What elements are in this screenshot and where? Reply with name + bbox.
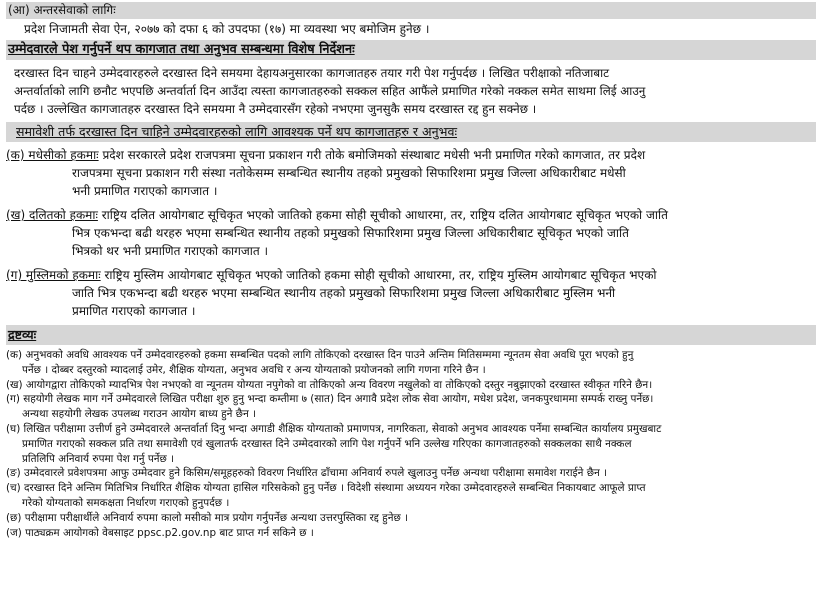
paragraph-line: दरखास्त दिन चाहने उम्मेदवारहरुले दरखास्त दिने समयमा देहायअनुसारका कागजातहरु तयार गरी पेश गर्नुपर्दछ । लिखित परीक्षाको नतिजाबाट xyxy=(14,66,610,80)
item-label: (ग) मुस्लिमको हकमाः xyxy=(6,268,101,282)
special-instructions-title: उम्मेदवारले पेश गर्नुपर्ने थप कागजात तथा अनुभव सम्बन्धमा विशेष निर्देशनः xyxy=(8,42,355,57)
note-line: (क) अनुभवको अवधि आवश्यक पर्ने उम्मेदवारहरुको हकमा सम्बन्धित पदको लागि तोकिएको दरखास्त दिन पाउने अन्तिम मितिसम्ममा न्यूनतम सेवा अवधि पूरा भएको हुनु xyxy=(6,349,634,361)
note-line: पर्नेछ । दोब्बर दस्तुरको म्यादलाई उमेर, शैक्षिक योग्यता, अनुभव अवधि र अन्य योग्यताको प्रयोजनको लागि गणना गरिने छैन । xyxy=(22,363,486,376)
inclusive-title: समावेशी तर्फ दरखास्त दिन चाहिने उम्मेदवारहरुको लागि आवश्यक पर्ने थप कागजातहरु र अनुभवः xyxy=(16,124,458,139)
note-line: (छ) परीक्षामा परीक्षार्थीले अनिवार्य रुपमा कालो मसीको मात्र प्रयोग गर्नुपर्नेछ अन्यथा उत्तरपुस्तिका रद्द हुनेछ । xyxy=(6,511,408,524)
inclusive-heading xyxy=(6,122,816,142)
note-line: प्रमाणित गराएको सक्कल प्रति तथा समावेशी एवं खुलातर्फ दरखास्त दिने उम्मेदवारको लागि पेश गर्नुपर्ने भनि उल्लेख गरिएका कागजातहरुको सक्कलका साथै नक्कल xyxy=(22,437,632,450)
paragraph-line: अन्तर्वार्ताको लागि छनौट भएपछि अन्तर्वार्ता दिन आउँदा त्यस्ता कागजातहरुको सक्कल सहित आफैंले प्रमाणित गरेको नक्कल समेत साथमा लिई आउनु xyxy=(14,84,646,98)
inclusive-item-madhesi xyxy=(6,146,808,200)
section-a-text: प्रदेश निजामती सेवा ऐन, २०७७ को दफा ६ को उपदफा (१७) मा व्यवस्था भए बमोजिम हुनेछ । xyxy=(24,22,430,36)
note-line: (घ) लिखित परीक्षामा उत्तीर्ण हुने उम्मेदवारले अन्तर्वार्ता दिनु भन्दा अगाडी शैक्षिक योग्यताको प्रमाणपत्र, नागरिकता, सेवाको अनुभव आवश्यक पर्नेमा सम्बन्धित कार्यालय प्रमुखबाट xyxy=(6,422,662,435)
note-line: (च) दरखास्त दिने अन्तिम मितिभित्र निर्धारित शैक्षिक योग्यता हासिल गरिसकेको हुनु पर्नेछ । विदेशी संस्थामा अध्ययन गरेका उम्मेदवारहरुले सम्बन्धित निकायबाट आफूले प्राप्त xyxy=(6,482,646,495)
item-line: भित्रको थर भनी प्रमाणित गराएको कागजात । xyxy=(72,244,269,258)
item-line: भित्र एकभन्दा बढी थरहरु भएमा सम्बन्धित स्थानीय तहको प्रमुखको सिफारिशमा प्रमुख जिल्ला अधिकारीबाट सूचिकृत भएको जाति xyxy=(72,226,629,240)
item-line: प्रमाणित गराएको कागजात । xyxy=(72,304,196,318)
item-label: (क) मधेसीको हकमाः xyxy=(6,148,99,162)
item-label: (ख) दलितको हकमाः xyxy=(6,208,98,222)
note-item xyxy=(6,526,812,541)
note-line: अन्यथा सहयोगी लेखक उपलब्ध गराउन आयोग बाध्य हुने छैन । xyxy=(22,408,256,421)
note-item xyxy=(6,511,812,526)
section-a-heading: (आ) अन्तरसेवाको लागिः xyxy=(6,2,816,19)
note-item xyxy=(6,422,812,466)
note-line: (ङ) उम्मेदवारले प्रवेशपत्रमा आफु उम्मेदवार हुने किसिम/समूहहरुको विवरण निर्धारित ढाँचामा अनिवार्य रुपले खुलाउनु पर्नेछ अन्यथा परीक्षामा समावेश गराईने छैन । xyxy=(6,467,608,480)
inclusive-item-muslim xyxy=(6,266,808,320)
item-line xyxy=(6,146,808,164)
notes-title: द्रष्टव्यः xyxy=(8,327,37,342)
item-line xyxy=(6,266,808,284)
notes-heading xyxy=(6,325,816,345)
inclusive-item-dalit xyxy=(6,206,808,260)
special-instructions-heading xyxy=(6,40,816,60)
paragraph-line: पर्दछ । उल्लेखित कागजातहरु दरखास्त दिने समयमा नै उम्मेदवारसँग रहेको नभएमा जुनसुकै समय दरखास्त रद्द हुन सक्नेछ । xyxy=(14,102,537,116)
note-item xyxy=(6,378,812,393)
item-line xyxy=(6,206,808,224)
note-item xyxy=(6,348,812,378)
notes-list xyxy=(6,348,812,540)
note-line: (ख) आयोगद्वारा तोकिएको म्यादभित्र पेश नभएको वा न्यूनतम योग्यता नपुगेको वा तोकिएको अन्य विवरण नखुलेको वा तोकिएको दस्तुर नबुझाएको दरखास्त स्वीकृत गरिने छैन। xyxy=(6,378,653,391)
note-line: (ज) पाठ्यक्रम आयोगको वेबसाइट ppsc.p2.gov.np बाट प्राप्त गर्न सकिने छ । xyxy=(6,526,314,539)
item-line: भनी प्रमाणित गराएको कागजात । xyxy=(72,184,218,198)
item-text: राष्ट्रिय मुस्लिम आयोगबाट सूचिकृत भएको जातिको हकमा सोही सूचीको आधारमा, तर, राष्ट्रिय मुस्लिम आयोगबाट सूचिकृत भएको xyxy=(104,268,657,282)
item-line: राजपत्रमा सूचना प्रकाशन गरी संस्था नतोकेसम्म सम्बन्धित स्थानीय तहको प्रमुखको सिफारिशमा प्रमुख जिल्ला अधिकारीबाट मधेसी xyxy=(72,166,626,180)
note-line: गरेको योग्यताको समकक्षता निर्धारण गराएको हुनुपर्दछ । xyxy=(22,496,230,509)
note-item xyxy=(6,481,812,511)
note-line: प्रतिलिपि अनिवार्य रुपमा पेश गर्नु पर्नेछ । xyxy=(22,452,175,465)
note-item xyxy=(6,466,812,481)
item-text: प्रदेश सरकारले प्रदेश राजपत्रमा सूचना प्रकाशन गरी तोके बमोजिमको संस्थाबाट मधेसी भनी प्रमाणित गरेको कागजात, तर प्रदेश xyxy=(102,148,646,162)
item-line: जाति भित्र एकभन्दा बढी थरहरु भएमा सम्बन्धित स्थानीय तहको प्रमुखको सिफारिशमा प्रमुख जिल्ला अधिकारीबाट मुस्लिम भनी xyxy=(72,286,616,300)
item-text: राष्ट्रिय दलित आयोगबाट सूचिकृत भएको जातिको हकमा सोही सूचीको आधारमा, तर, राष्ट्रिय दलित आयोगबाट सूचिकृत भएको जाति xyxy=(101,208,668,222)
note-line: (ग) सहयोगी लेखक माग गर्ने उम्मेदवारले लिखित परीक्षा शुरु हुनु भन्दा कम्तीमा ७ (सात) दिन अगावै प्रदेश लोक सेवा आयोग, मधेश प्रदेश, जनकपुरधाममा सम्पर्क राख्नु पर्नेछ। xyxy=(6,393,654,406)
note-item xyxy=(6,392,812,422)
special-instructions-paragraph xyxy=(14,64,812,118)
